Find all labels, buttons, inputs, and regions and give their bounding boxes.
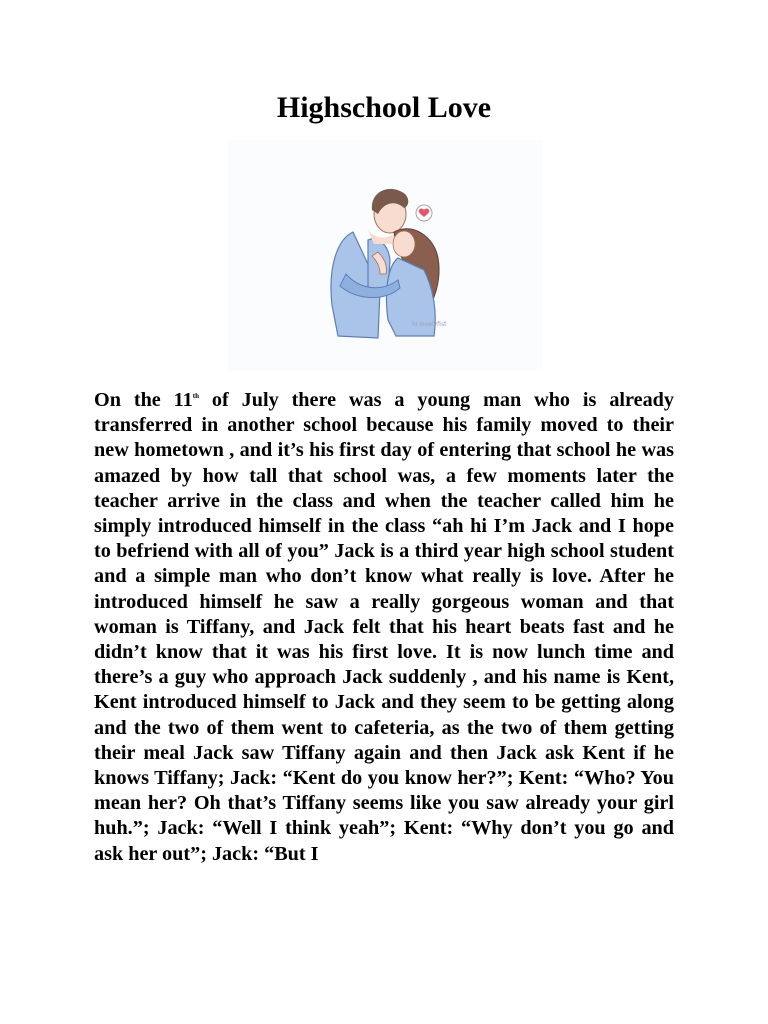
page-title: Highschool Love (276, 91, 492, 124)
ordinal-suffix: th (192, 392, 199, 400)
story-intro: On the 11 (94, 389, 193, 411)
couple-hug-icon (228, 140, 543, 370)
couple-hug-illustration (228, 140, 543, 370)
illustration-signature: hi lovelyfist (412, 321, 447, 328)
woman-face (393, 231, 415, 257)
story-paragraph (94, 388, 674, 867)
story-body: of July there was a young man who is already transferred in another school because his family moved to their new hometown , and it’s his first day of entering that school he was amazed by how tall that school was, a few moments later the teacher arrive in the class and when the teacher called him he simply introduced himself in the class “ah hi I’m Jack and I hope to befriend with all of you” Jack is a third year high school student and a simple man who don’t know what really is love. After he introduced himself he saw a really gorgeous woman and that woman is Tiffany, and Jack felt that his heart beats fast and he didn’t know that it was his first love. It is now lunch time and there’s a guy who approach Jack suddenly , and his name is Kent, Kent introduced himself to Jack and they seem to be getting along and the two of them went to cafeteria, as the two of them getting their meal Jack saw Tiffany again and then Jack ask Kent if he knows Tiffany; Jack: “Kent do you know her?”; Kent: “Who? You mean her? Oh that’s Tiffany seems like you saw already your girl huh.”; Jack: “Well I think yeah”; Kent: “Why don’t you go and ask her out”; Jack: “But I (94, 389, 674, 865)
